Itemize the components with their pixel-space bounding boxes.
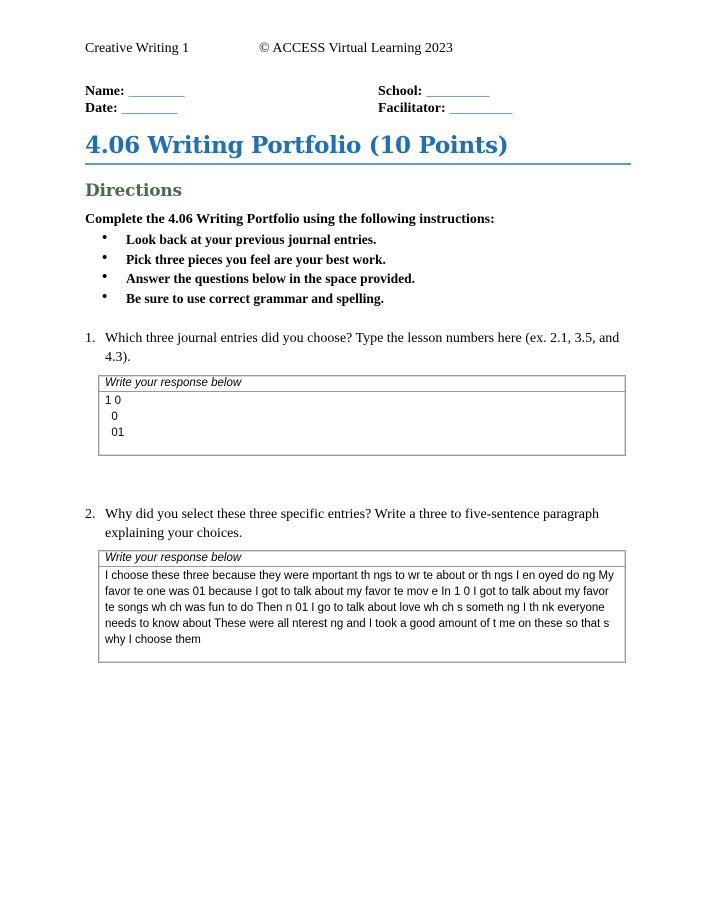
facilitator-field[interactable] bbox=[378, 101, 513, 117]
date-label: Date: bbox=[85, 101, 118, 116]
bullet-icon: • bbox=[102, 249, 108, 266]
response-text[interactable]: 1 0 0 01 bbox=[105, 395, 125, 439]
list-item: • Be sure to use correct grammar and spelling. bbox=[102, 288, 384, 306]
school-label: School: bbox=[378, 84, 423, 99]
name-field[interactable] bbox=[85, 84, 185, 100]
facilitator-value[interactable]: _________ bbox=[449, 101, 513, 116]
response-box-1[interactable] bbox=[98, 375, 626, 456]
page-title: 4.06 Writing Portfolio (10 Points) bbox=[85, 133, 631, 165]
school-field[interactable] bbox=[378, 84, 489, 100]
date-value[interactable]: ________ bbox=[121, 101, 178, 116]
facilitator-label: Facilitator: bbox=[378, 101, 446, 116]
response-text[interactable]: I choose these three because they were mportant th ngs to wr te about or th ngs I en oyed do ng My favor te one was 01 because I got to talk about my favor te mov e In 1 0 I got to talk about my favor te songs wh ch was fun to do Then n 01 I go to talk about love wh ch s someth ng I th nk everyone needs to know about These were all nterest ng and I took a good amount of t me on these so that s why I choose them bbox=[105, 570, 614, 646]
directions-intro: Complete the 4.06 Writing Portfolio using the following instructions: bbox=[85, 212, 495, 227]
list-item: • Answer the questions below in the space provided. bbox=[102, 269, 416, 286]
course-name: Creative Writing 1 bbox=[85, 41, 190, 56]
question-number: 2. bbox=[85, 507, 96, 522]
question-1 bbox=[85, 329, 630, 367]
name-value[interactable]: ________ bbox=[128, 84, 185, 99]
instruction-list bbox=[100, 230, 415, 308]
response-label: Write your response below bbox=[99, 376, 625, 392]
school-value[interactable]: _________ bbox=[426, 84, 490, 99]
bullet-icon: • bbox=[102, 269, 108, 285]
question-number: 1. bbox=[85, 331, 96, 346]
name-label: Name: bbox=[85, 84, 125, 99]
list-item: • Pick three pieces you feel are your best work. bbox=[102, 249, 386, 267]
bullet-icon: • bbox=[102, 288, 108, 305]
response-box-2[interactable] bbox=[98, 550, 626, 663]
question-2 bbox=[85, 505, 630, 543]
list-item: • Look back at your previous journal entries. bbox=[102, 230, 377, 247]
question-text: Why did you select these three specific entries? Write a three to five-sentence paragraph explaining your choices. bbox=[105, 507, 600, 541]
directions-heading: Directions bbox=[85, 181, 182, 201]
response-label: Write your response below bbox=[99, 551, 625, 567]
question-text: Which three journal entries did you choose? Type the lesson numbers here (ex. 2.1, 3.5, and 4.3). bbox=[105, 331, 620, 365]
copyright-notice: © ACCESS Virtual Learning 2023 bbox=[259, 41, 453, 56]
date-field[interactable] bbox=[85, 101, 178, 117]
bullet-icon: • bbox=[102, 230, 108, 246]
